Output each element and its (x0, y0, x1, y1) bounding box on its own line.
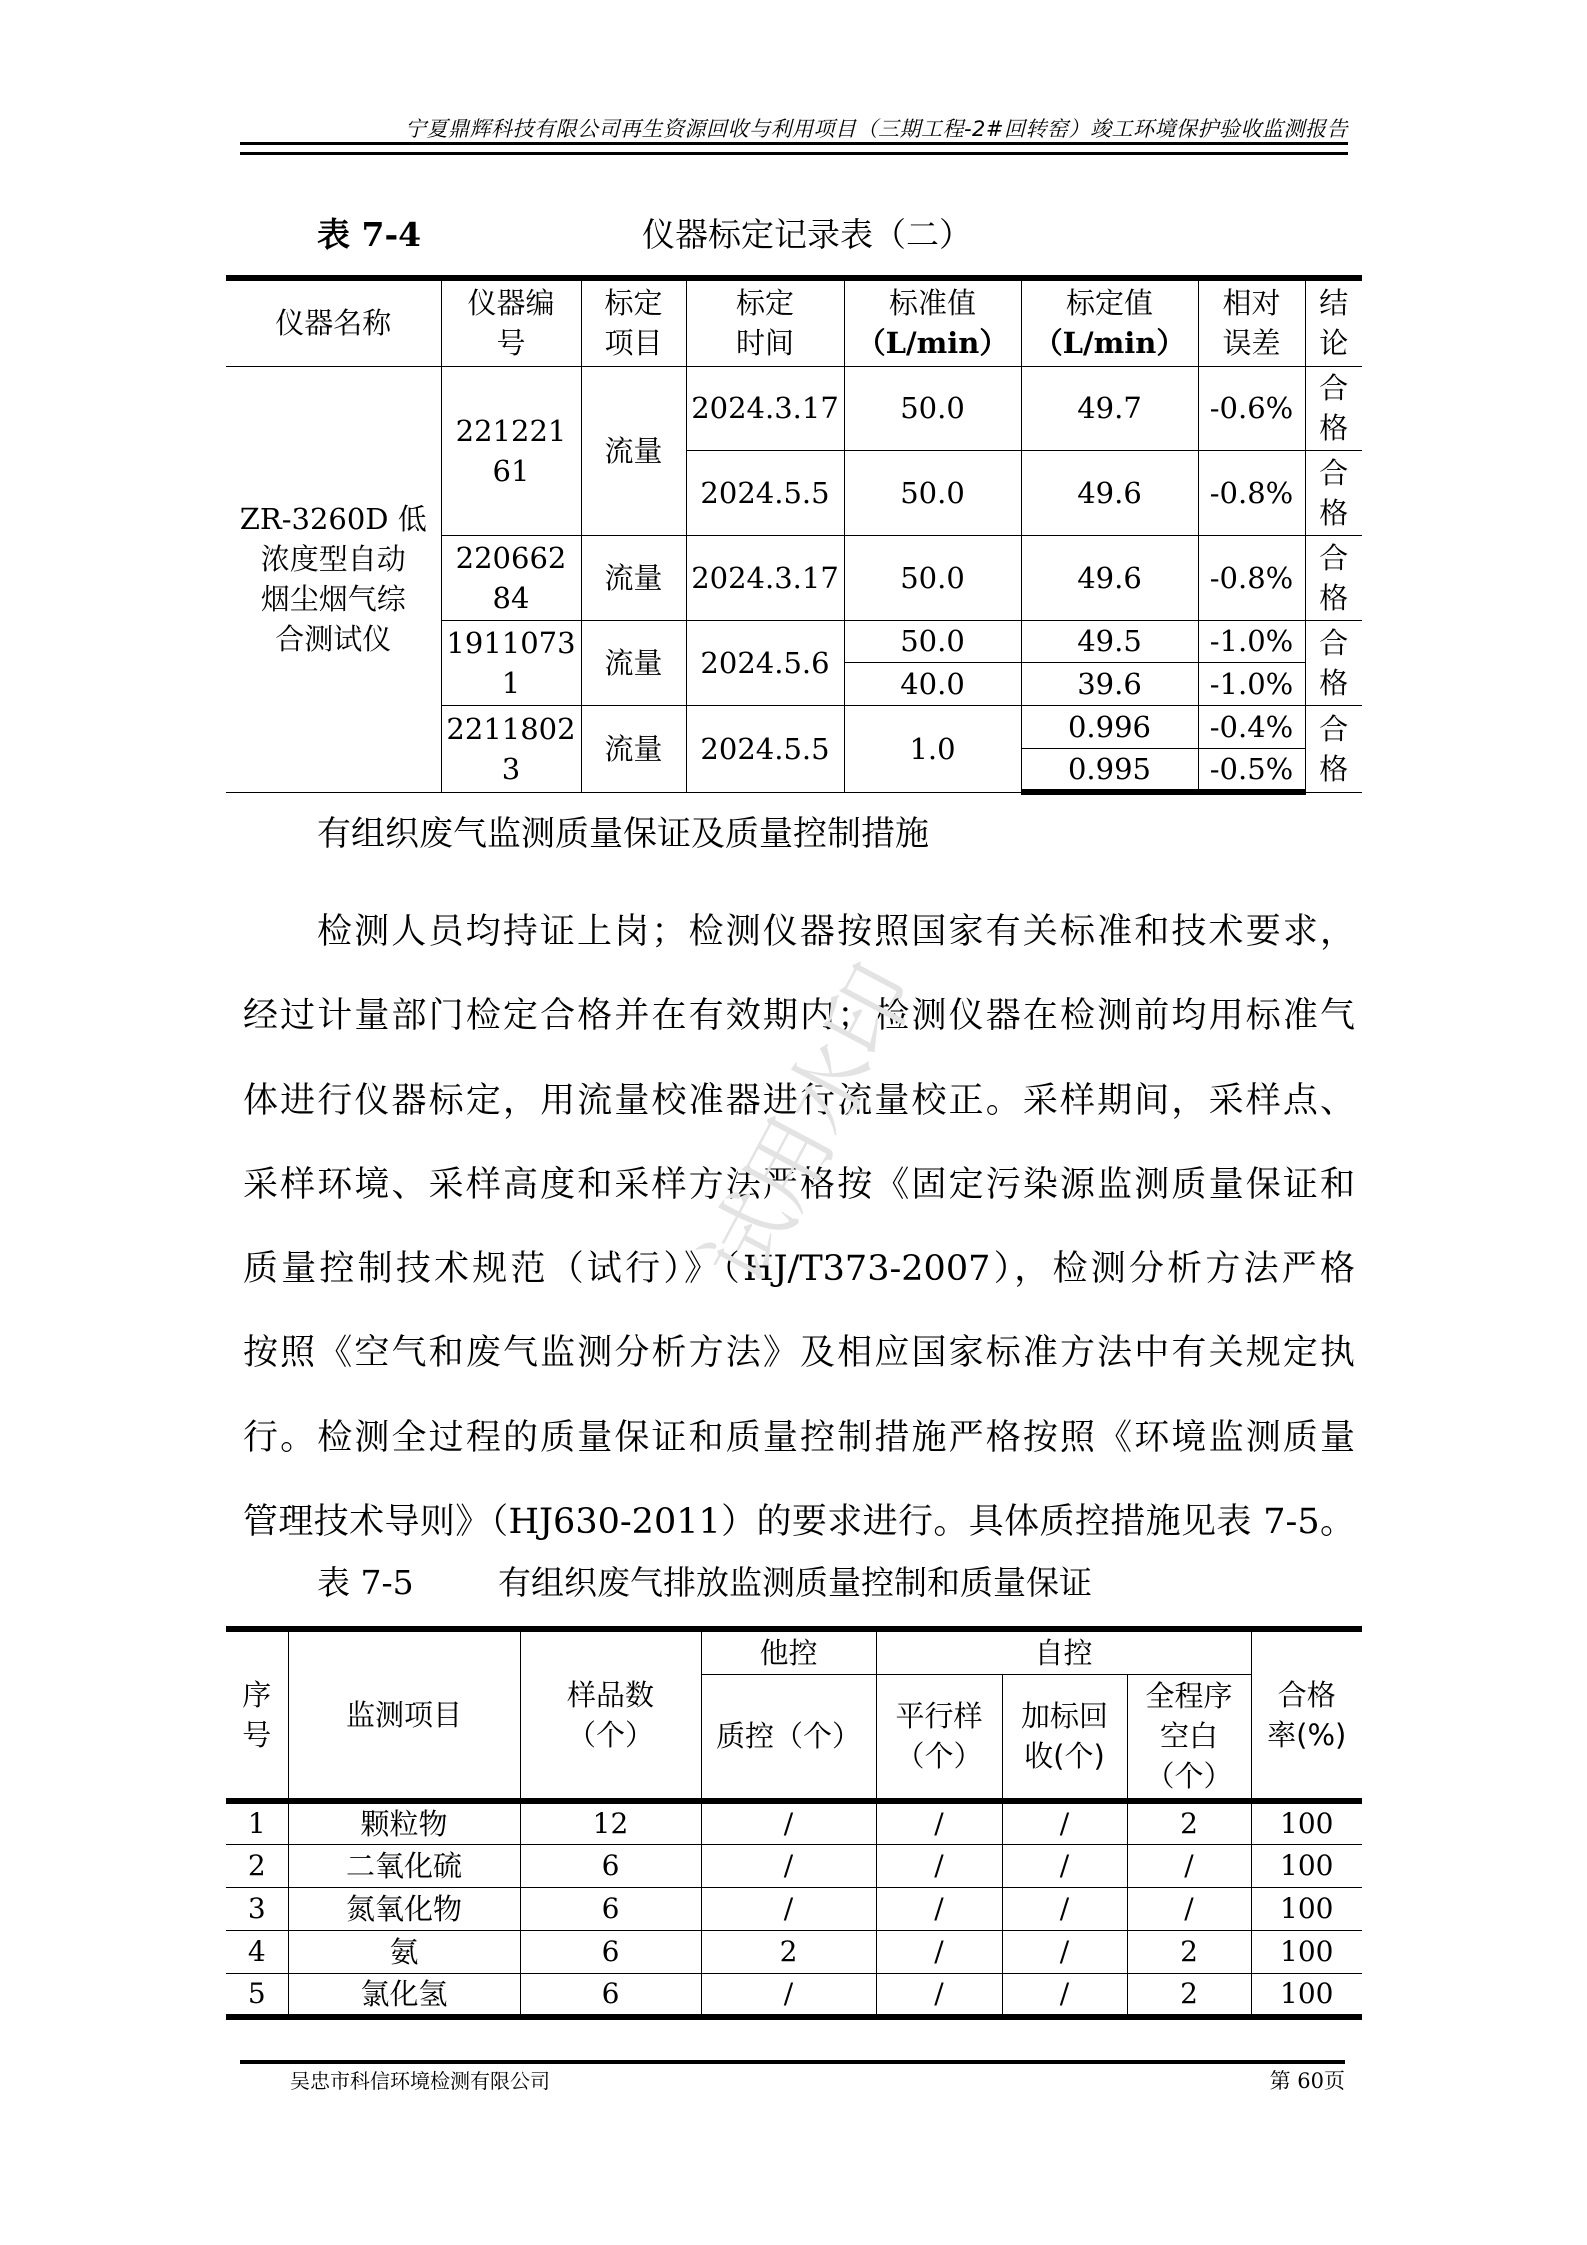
calibration-item-cell: 流量 (581, 705, 686, 792)
blank-cell: 2 (1127, 1801, 1251, 1845)
table-row (226, 1931, 1362, 1974)
paragraph-line: 按照《空气和废气监测分析方法》及相应国家标准方法中有关规定执 (243, 1333, 1355, 1374)
seq-cell: 4 (226, 1931, 288, 1974)
table1-header-row (226, 278, 1362, 366)
col-header-calibration-time: 标定 时间 (686, 278, 844, 366)
relative-error-cell: -1.0% (1198, 662, 1305, 705)
seq-cell: 3 (226, 1888, 288, 1931)
rate-cell: 100 (1251, 1801, 1362, 1845)
col-header-spike-recovery: 加标回 收(个) (1002, 1674, 1127, 1801)
spike-cell: / (1002, 1801, 1127, 1845)
col-header-instrument-id: 仪器编 号 (441, 278, 581, 366)
blank-cell: / (1127, 1845, 1251, 1888)
relative-error-cell: -0.4% (1198, 705, 1305, 748)
instrument-id-cell: 2211802 3 (441, 705, 581, 792)
seq-cell: 1 (226, 1801, 288, 1845)
spike-cell: / (1002, 1845, 1127, 1888)
table2-header-row (226, 1629, 1362, 1674)
table1-title: 仪器标定记录表（二） (642, 215, 972, 254)
relative-error-cell: -1.0% (1198, 620, 1305, 662)
relative-error-cell: -0.6% (1198, 366, 1305, 450)
relative-error-cell: -0.8% (1198, 535, 1305, 620)
footer-page-number: 第 60页 (1269, 2069, 1345, 2093)
table2-title: 有组织废气排放监测质量控制和质量保证 (498, 1563, 1092, 1602)
instrument-name-cell: ZR-3260D 低 浓度型自动 烟尘烟气综 合测试仪 (226, 366, 441, 792)
paragraph-line: 体进行仪器标定，用流量校准器进行流量校正。采样期间，采样点、 (243, 1080, 1355, 1121)
paragraph-line: 质量控制技术规范（试行）》（HJ/T373-2007），检测分析方法严格 (243, 1249, 1355, 1290)
paragraph-line: 行。检测全过程的质量保证和质量控制措施严格按照《环境监测质量 (243, 1417, 1355, 1458)
trial-watermark: 试用水印 (685, 949, 935, 1301)
col-header-internal-control: 自控 (876, 1629, 1251, 1674)
col-header-qc: 质控（个） (701, 1674, 876, 1801)
rate-cell: 100 (1251, 1974, 1362, 2018)
spike-cell: / (1002, 1931, 1127, 1974)
blank-cell: 2 (1127, 1974, 1251, 2018)
calibrated-value-cell: 39.6 (1021, 662, 1198, 705)
col-header-samples: 样品数 （个） (520, 1629, 701, 1801)
col-header-blank: 全程序 空白 （个） (1127, 1674, 1251, 1801)
table-row (226, 366, 1362, 450)
instrument-id-cell: 221221 61 (441, 366, 581, 535)
col-header-parallel: 平行样 （个） (876, 1674, 1002, 1801)
item-cell: 氯化氢 (288, 1974, 520, 2018)
seq-cell: 5 (226, 1974, 288, 2018)
calibrated-value-cell: 0.995 (1021, 748, 1198, 792)
calibration-table (226, 275, 1362, 795)
item-cell: 颗粒物 (288, 1801, 520, 1845)
col-header-calibration-item: 标定 项目 (581, 278, 686, 366)
spike-cell: / (1002, 1888, 1127, 1931)
table-row (226, 1845, 1362, 1888)
qc-cell: 2 (701, 1931, 876, 1974)
paragraph-line: 采样环境、采样高度和采样方法严格按《固定污染源监测质量保证和 (243, 1164, 1355, 1205)
conclusion-cell: 合 格 (1305, 450, 1362, 535)
blank-cell: 2 (1127, 1931, 1251, 1974)
section-paragraph (243, 890, 1355, 1564)
calibration-item-cell: 流量 (581, 366, 686, 535)
item-cell: 二氧化硫 (288, 1845, 520, 1888)
col-header-instrument-name: 仪器名称 (226, 278, 441, 366)
qc-cell: / (701, 1801, 876, 1845)
conclusion-cell: 合 格 (1305, 366, 1362, 450)
table-row (226, 1974, 1362, 2018)
calibration-time-cell: 2024.5.5 (686, 450, 844, 535)
header-rule-top (240, 142, 1348, 145)
calibrated-value-cell: 49.6 (1021, 450, 1198, 535)
col-header-relative-error: 相对 误差 (1198, 278, 1305, 366)
standard-value-cell: 50.0 (844, 450, 1021, 535)
qc-cell: / (701, 1974, 876, 2018)
qc-cell: / (701, 1845, 876, 1888)
calibration-time-cell: 2024.5.5 (686, 705, 844, 792)
seq-cell: 2 (226, 1845, 288, 1888)
samples-cell: 6 (520, 1974, 701, 2018)
parallel-cell: / (876, 1931, 1002, 1974)
col-header-seq: 序 号 (226, 1629, 288, 1801)
item-cell: 氮氧化物 (288, 1888, 520, 1931)
parallel-cell: / (876, 1888, 1002, 1931)
calibrated-value-cell: 49.5 (1021, 620, 1198, 662)
col-header-item: 监测项目 (288, 1629, 520, 1801)
table-row (226, 1888, 1362, 1931)
calibrated-value-cell: 0.996 (1021, 705, 1198, 748)
parallel-cell: / (876, 1974, 1002, 2018)
samples-cell: 6 (520, 1888, 701, 1931)
rate-cell: 100 (1251, 1888, 1362, 1931)
samples-cell: 6 (520, 1931, 701, 1974)
paragraph-line: 检测人员均持证上岗；检测仪器按照国家有关标准和技术要求， (317, 912, 1355, 952)
section-heading: 有组织废气监测质量保证及质量控制措施 (317, 814, 929, 854)
calibration-time-cell: 2024.3.17 (686, 535, 844, 620)
rate-cell: 100 (1251, 1931, 1362, 1974)
col-header-external-control: 他控 (701, 1629, 876, 1674)
col-header-standard-value: 标准值 （L/min） (844, 278, 1021, 366)
table-row (226, 1801, 1362, 1845)
calibration-item-cell: 流量 (581, 535, 686, 620)
calibration-time-cell: 2024.3.17 (686, 366, 844, 450)
conclusion-cell: 合 格 (1305, 620, 1362, 705)
table2-number: 表 7-5 (317, 1563, 414, 1602)
relative-error-cell: -0.8% (1198, 450, 1305, 535)
footer-rule (240, 2060, 1345, 2064)
qc-table (226, 1626, 1362, 2020)
instrument-id-cell: 220662 84 (441, 535, 581, 620)
paragraph-line: 经过计量部门检定合格并在有效期内；检测仪器在检测前均用标准气 (243, 996, 1355, 1037)
conclusion-cell: 合 格 (1305, 705, 1362, 792)
parallel-cell: / (876, 1845, 1002, 1888)
report-header-title: 宁夏鼎辉科技有限公司再生资源回收与利用项目（三期工程-2#回转窑）竣工环境保护验收监测报告 (404, 117, 1348, 141)
relative-error-cell: -0.5% (1198, 748, 1305, 792)
calibrated-value-cell: 49.7 (1021, 366, 1198, 450)
calibration-time-cell: 2024.5.6 (686, 620, 844, 705)
standard-value-cell: 50.0 (844, 620, 1021, 662)
standard-value-cell: 1.0 (844, 705, 1021, 792)
instrument-id-cell: 1911073 1 (441, 620, 581, 705)
qc-cell: / (701, 1888, 876, 1931)
samples-cell: 12 (520, 1801, 701, 1845)
samples-cell: 6 (520, 1845, 701, 1888)
standard-value-cell: 50.0 (844, 366, 1021, 450)
parallel-cell: / (876, 1801, 1002, 1845)
calibration-item-cell: 流量 (581, 620, 686, 705)
spike-cell: / (1002, 1974, 1127, 2018)
conclusion-cell: 合 格 (1305, 535, 1362, 620)
standard-value-cell: 40.0 (844, 662, 1021, 705)
header-rule-bottom (240, 152, 1348, 155)
item-cell: 氨 (288, 1931, 520, 1974)
blank-cell: / (1127, 1888, 1251, 1931)
col-header-pass-rate: 合格 率(%) (1251, 1629, 1362, 1801)
rate-cell: 100 (1251, 1845, 1362, 1888)
paragraph-line: 管理技术导则》（HJ630-2011）的要求进行。具体质控措施见表 7-5。 (243, 1502, 1355, 1543)
col-header-conclusion: 结 论 (1305, 278, 1362, 366)
standard-value-cell: 50.0 (844, 535, 1021, 620)
footer-company: 吴忠市科信环境检测有限公司 (290, 2069, 550, 2093)
col-header-calibrated-value: 标定值 （L/min） (1021, 278, 1198, 366)
table1-number: 表 7-4 (317, 215, 422, 254)
calibrated-value-cell: 49.6 (1021, 535, 1198, 620)
